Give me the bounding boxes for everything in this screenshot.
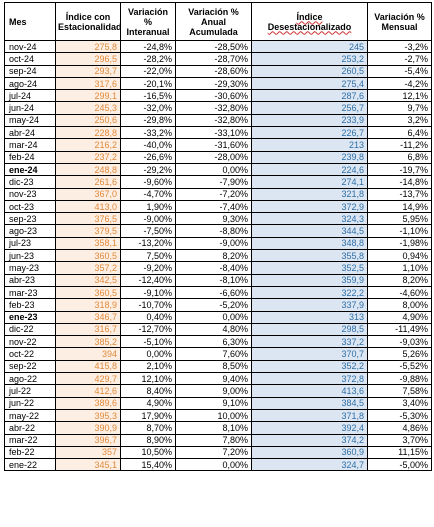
cell-variacion-anual-acumulada: 7,20% — [176, 446, 252, 458]
cell-variacion-anual-acumulada: 10,00% — [176, 409, 252, 421]
table-row — [5, 323, 432, 335]
cell-mes: ene-23 — [5, 311, 56, 323]
cell-indice-estacionalidad: 237,2 — [56, 151, 121, 163]
cell-variacion-anual-acumulada: -28,70% — [176, 53, 252, 65]
cell-variacion-interanual: -12,40% — [121, 274, 176, 286]
cell-indice-desestacionalizado: 324,7 — [252, 459, 368, 471]
cell-variacion-anual-acumulada: -31,60% — [176, 139, 252, 151]
cell-indice-desestacionalizado: 371,8 — [252, 409, 368, 421]
cell-variacion-anual-acumulada: -28,50% — [176, 41, 252, 53]
cell-indice-estacionalidad: 248,8 — [56, 163, 121, 175]
cell-indice-estacionalidad: 385,2 — [56, 336, 121, 348]
cell-indice-estacionalidad: 299,1 — [56, 90, 121, 102]
cell-variacion-interanual: 17,90% — [121, 409, 176, 421]
table-row — [5, 348, 432, 360]
cell-variacion-interanual: -32,0% — [121, 102, 176, 114]
cell-variacion-interanual: -24,8% — [121, 41, 176, 53]
cell-indice-desestacionalizado: 298,5 — [252, 323, 368, 335]
cell-variacion-mensual: 3,40% — [368, 397, 432, 409]
table-row — [5, 360, 432, 372]
cell-indice-desestacionalizado: 321,8 — [252, 188, 368, 200]
cell-mes: may-24 — [5, 114, 56, 126]
cell-indice-desestacionalizado: 352,5 — [252, 262, 368, 274]
table-row — [5, 127, 432, 139]
cell-mes: sep-22 — [5, 360, 56, 372]
cell-variacion-mensual: 3,2% — [368, 114, 432, 126]
cell-indice-estacionalidad: 376,5 — [56, 213, 121, 225]
cell-variacion-interanual: -12,70% — [121, 323, 176, 335]
cell-mes: oct-23 — [5, 200, 56, 212]
cell-variacion-mensual: 6,4% — [368, 127, 432, 139]
cell-mes: feb-23 — [5, 299, 56, 311]
cell-indice-desestacionalizado: 313 — [252, 311, 368, 323]
table-row — [5, 200, 432, 212]
cell-indice-estacionalidad: 360,5 — [56, 286, 121, 298]
cell-indice-desestacionalizado: 348,8 — [252, 237, 368, 249]
cell-mes: nov-23 — [5, 188, 56, 200]
cell-mes: mar-22 — [5, 434, 56, 446]
cell-mes: feb-24 — [5, 151, 56, 163]
cell-indice-desestacionalizado: 213 — [252, 139, 368, 151]
cell-indice-estacionalidad: 357,2 — [56, 262, 121, 274]
cell-indice-desestacionalizado: 372,8 — [252, 373, 368, 385]
cell-variacion-interanual: 8,90% — [121, 434, 176, 446]
cell-variacion-anual-acumulada: 8,20% — [176, 250, 252, 262]
cell-indice-estacionalidad: 357 — [56, 446, 121, 458]
cell-variacion-anual-acumulada: -32,80% — [176, 102, 252, 114]
cell-mes: jul-22 — [5, 385, 56, 397]
table-row — [5, 385, 432, 397]
cell-variacion-mensual: -5,30% — [368, 409, 432, 421]
cell-variacion-interanual: -29,8% — [121, 114, 176, 126]
cell-indice-estacionalidad: 360,5 — [56, 250, 121, 262]
cell-indice-desestacionalizado: 322,2 — [252, 286, 368, 298]
cell-variacion-anual-acumulada: 9,10% — [176, 397, 252, 409]
cell-variacion-anual-acumulada: -8,40% — [176, 262, 252, 274]
cell-mes: ene-24 — [5, 163, 56, 175]
cell-variacion-anual-acumulada: -33,10% — [176, 127, 252, 139]
table-row — [5, 373, 432, 385]
header-variacion-anual-acumulada: Variación % Anual Acumulada — [176, 3, 252, 41]
cell-variacion-interanual: -22,0% — [121, 65, 176, 77]
table-row — [5, 299, 432, 311]
cell-indice-estacionalidad: 275,8 — [56, 41, 121, 53]
cell-variacion-interanual: 8,40% — [121, 385, 176, 397]
cell-indice-estacionalidad: 261,6 — [56, 176, 121, 188]
cell-mes: mar-24 — [5, 139, 56, 151]
cell-variacion-mensual: -5,52% — [368, 360, 432, 372]
cell-variacion-mensual: -3,2% — [368, 41, 432, 53]
table-row — [5, 422, 432, 434]
cell-variacion-mensual: -1,10% — [368, 225, 432, 237]
cell-indice-desestacionalizado: 260,5 — [252, 65, 368, 77]
cell-variacion-interanual: 4,90% — [121, 397, 176, 409]
cell-mes: sep-24 — [5, 65, 56, 77]
cell-variacion-mensual: 6,8% — [368, 151, 432, 163]
cell-variacion-anual-acumulada: -28,60% — [176, 65, 252, 77]
table-row — [5, 286, 432, 298]
cell-variacion-interanual: -33,2% — [121, 127, 176, 139]
cell-variacion-mensual: 4,86% — [368, 422, 432, 434]
table-row — [5, 274, 432, 286]
cell-indice-estacionalidad: 367,0 — [56, 188, 121, 200]
cell-indice-desestacionalizado: 253,2 — [252, 53, 368, 65]
cell-variacion-anual-acumulada: 8,50% — [176, 360, 252, 372]
cell-indice-desestacionalizado: 352,2 — [252, 360, 368, 372]
cell-indice-estacionalidad: 345,1 — [56, 459, 121, 471]
table-row — [5, 336, 432, 348]
cell-variacion-mensual: -9,88% — [368, 373, 432, 385]
table-row — [5, 53, 432, 65]
cell-variacion-interanual: -29,2% — [121, 163, 176, 175]
cell-indice-estacionalidad: 379,5 — [56, 225, 121, 237]
cell-indice-desestacionalizado: 360,9 — [252, 446, 368, 458]
cell-mes: jul-24 — [5, 90, 56, 102]
table-row — [5, 213, 432, 225]
table-row — [5, 163, 432, 175]
cell-indice-estacionalidad: 318,9 — [56, 299, 121, 311]
table-row — [5, 114, 432, 126]
cell-variacion-mensual: 8,20% — [368, 274, 432, 286]
cell-indice-desestacionalizado: 233,9 — [252, 114, 368, 126]
cell-indice-desestacionalizado: 337,9 — [252, 299, 368, 311]
cell-indice-estacionalidad: 396,7 — [56, 434, 121, 446]
cell-indice-desestacionalizado: 384,5 — [252, 397, 368, 409]
cell-variacion-interanual: -40,0% — [121, 139, 176, 151]
header-indice-estacionalidad: Índice con Estacionalidad — [56, 3, 121, 41]
cell-variacion-mensual: -9,03% — [368, 336, 432, 348]
cell-variacion-anual-acumulada: 9,00% — [176, 385, 252, 397]
index-table — [4, 2, 432, 471]
cell-mes: ago-24 — [5, 77, 56, 89]
table-row — [5, 188, 432, 200]
cell-variacion-anual-acumulada: -5,20% — [176, 299, 252, 311]
table-row — [5, 250, 432, 262]
cell-indice-estacionalidad: 216,2 — [56, 139, 121, 151]
cell-indice-estacionalidad: 358,1 — [56, 237, 121, 249]
cell-mes: abr-24 — [5, 127, 56, 139]
cell-mes: jun-23 — [5, 250, 56, 262]
cell-variacion-mensual: 3,70% — [368, 434, 432, 446]
cell-variacion-anual-acumulada: 0,00% — [176, 163, 252, 175]
cell-variacion-mensual: -19,7% — [368, 163, 432, 175]
cell-variacion-mensual: -14,8% — [368, 176, 432, 188]
cell-variacion-mensual: 14,9% — [368, 200, 432, 212]
table-row — [5, 65, 432, 77]
header-mes: Mes — [5, 3, 56, 41]
cell-mes: nov-22 — [5, 336, 56, 348]
cell-mes: ago-23 — [5, 225, 56, 237]
cell-indice-desestacionalizado: 344,5 — [252, 225, 368, 237]
cell-indice-estacionalidad: 395,3 — [56, 409, 121, 421]
cell-indice-estacionalidad: 389,6 — [56, 397, 121, 409]
cell-variacion-mensual: 12,1% — [368, 90, 432, 102]
cell-variacion-interanual: 0,40% — [121, 311, 176, 323]
cell-indice-estacionalidad: 394 — [56, 348, 121, 360]
cell-variacion-mensual: 5,95% — [368, 213, 432, 225]
table-row — [5, 176, 432, 188]
cell-variacion-anual-acumulada: -8,10% — [176, 274, 252, 286]
cell-variacion-interanual: 2,10% — [121, 360, 176, 372]
cell-indice-desestacionalizado: 374,2 — [252, 434, 368, 446]
cell-variacion-interanual: -10,70% — [121, 299, 176, 311]
cell-mes: oct-22 — [5, 348, 56, 360]
cell-indice-desestacionalizado: 392,4 — [252, 422, 368, 434]
cell-indice-desestacionalizado: 239,8 — [252, 151, 368, 163]
cell-variacion-mensual: -1,98% — [368, 237, 432, 249]
header-variacion-interanual: Variación % Interanual — [121, 3, 176, 41]
cell-variacion-interanual: -28,2% — [121, 53, 176, 65]
cell-indice-desestacionalizado: 372,9 — [252, 200, 368, 212]
cell-variacion-interanual: 8,70% — [121, 422, 176, 434]
table-row — [5, 434, 432, 446]
cell-indice-desestacionalizado: 324,3 — [252, 213, 368, 225]
cell-variacion-anual-acumulada: 0,00% — [176, 459, 252, 471]
cell-variacion-mensual: 5,26% — [368, 348, 432, 360]
cell-indice-desestacionalizado: 224,6 — [252, 163, 368, 175]
cell-variacion-interanual: -16,5% — [121, 90, 176, 102]
cell-indice-desestacionalizado: 355,8 — [252, 250, 368, 262]
cell-variacion-interanual: -20,1% — [121, 77, 176, 89]
cell-mes: jun-24 — [5, 102, 56, 114]
cell-indice-estacionalidad: 415,8 — [56, 360, 121, 372]
cell-indice-estacionalidad: 228,8 — [56, 127, 121, 139]
cell-indice-desestacionalizado: 413,6 — [252, 385, 368, 397]
table-row — [5, 459, 432, 471]
table-row — [5, 446, 432, 458]
cell-indice-desestacionalizado: 370,7 — [252, 348, 368, 360]
cell-mes: dic-22 — [5, 323, 56, 335]
cell-indice-estacionalidad: 413,0 — [56, 200, 121, 212]
cell-indice-estacionalidad: 293,7 — [56, 65, 121, 77]
cell-indice-desestacionalizado: 245 — [252, 41, 368, 53]
header-indice-desestacionalizado — [252, 3, 368, 41]
cell-indice-estacionalidad: 250,6 — [56, 114, 121, 126]
header-row — [5, 3, 432, 41]
cell-variacion-interanual: -9,00% — [121, 213, 176, 225]
cell-variacion-anual-acumulada: -7,20% — [176, 188, 252, 200]
table-row — [5, 151, 432, 163]
header-variacion-mensual: Variación % Mensual — [368, 3, 432, 41]
cell-variacion-mensual: -4,60% — [368, 286, 432, 298]
cell-indice-estacionalidad: 342,5 — [56, 274, 121, 286]
cell-variacion-anual-acumulada: -30,60% — [176, 90, 252, 102]
cell-variacion-anual-acumulada: -6,60% — [176, 286, 252, 298]
table-row — [5, 237, 432, 249]
cell-variacion-mensual: -11,49% — [368, 323, 432, 335]
cell-indice-estacionalidad: 429,7 — [56, 373, 121, 385]
cell-variacion-mensual: -13,7% — [368, 188, 432, 200]
cell-variacion-anual-acumulada: 9,30% — [176, 213, 252, 225]
cell-variacion-anual-acumulada: 0,00% — [176, 311, 252, 323]
cell-variacion-interanual: -9,20% — [121, 262, 176, 274]
cell-variacion-mensual: 4,90% — [368, 311, 432, 323]
cell-mes: jul-23 — [5, 237, 56, 249]
table-row — [5, 311, 432, 323]
table-row — [5, 41, 432, 53]
cell-indice-estacionalidad: 346,7 — [56, 311, 121, 323]
cell-variacion-anual-acumulada: -9,00% — [176, 237, 252, 249]
cell-variacion-anual-acumulada: -8,80% — [176, 225, 252, 237]
cell-variacion-mensual: 0,94% — [368, 250, 432, 262]
cell-variacion-mensual: 7,58% — [368, 385, 432, 397]
cell-mes: may-23 — [5, 262, 56, 274]
cell-mes: ene-22 — [5, 459, 56, 471]
cell-variacion-interanual: 0,00% — [121, 348, 176, 360]
cell-variacion-anual-acumulada: 7,80% — [176, 434, 252, 446]
cell-variacion-anual-acumulada: 7,60% — [176, 348, 252, 360]
table-body — [5, 41, 432, 471]
table-row — [5, 262, 432, 274]
cell-mes: ago-22 — [5, 373, 56, 385]
cell-indice-estacionalidad: 245,3 — [56, 102, 121, 114]
cell-variacion-interanual: -13,20% — [121, 237, 176, 249]
cell-variacion-mensual: -2,7% — [368, 53, 432, 65]
cell-variacion-anual-acumulada: 8,10% — [176, 422, 252, 434]
cell-indice-estacionalidad: 412,6 — [56, 385, 121, 397]
cell-variacion-anual-acumulada: -28,00% — [176, 151, 252, 163]
cell-mes: feb-22 — [5, 446, 56, 458]
cell-variacion-interanual: -7,50% — [121, 225, 176, 237]
cell-mes: oct-24 — [5, 53, 56, 65]
cell-variacion-mensual: 1,10% — [368, 262, 432, 274]
cell-variacion-interanual: -9,10% — [121, 286, 176, 298]
cell-indice-estacionalidad: 296,5 — [56, 53, 121, 65]
table-row — [5, 77, 432, 89]
cell-indice-desestacionalizado: 337,2 — [252, 336, 368, 348]
cell-variacion-interanual: -4,70% — [121, 188, 176, 200]
cell-mes: dic-23 — [5, 176, 56, 188]
cell-variacion-mensual: 9,7% — [368, 102, 432, 114]
cell-indice-desestacionalizado: 287,6 — [252, 90, 368, 102]
cell-variacion-interanual: -9,60% — [121, 176, 176, 188]
cell-mes: abr-23 — [5, 274, 56, 286]
cell-variacion-anual-acumulada: -29,30% — [176, 77, 252, 89]
cell-variacion-interanual: 15,40% — [121, 459, 176, 471]
cell-variacion-interanual: -26,6% — [121, 151, 176, 163]
cell-variacion-anual-acumulada: 4,80% — [176, 323, 252, 335]
table-row — [5, 90, 432, 102]
cell-variacion-interanual: 1,90% — [121, 200, 176, 212]
cell-variacion-mensual: 8,00% — [368, 299, 432, 311]
table-row — [5, 139, 432, 151]
cell-mes: jun-22 — [5, 397, 56, 409]
cell-indice-estacionalidad: 390,9 — [56, 422, 121, 434]
cell-variacion-interanual: 7,50% — [121, 250, 176, 262]
cell-variacion-mensual: -5,4% — [368, 65, 432, 77]
cell-indice-estacionalidad: 317,6 — [56, 77, 121, 89]
cell-mes: abr-22 — [5, 422, 56, 434]
cell-mes: may-22 — [5, 409, 56, 421]
cell-indice-desestacionalizado: 256,7 — [252, 102, 368, 114]
cell-mes: nov-24 — [5, 41, 56, 53]
data-table-container — [4, 2, 431, 471]
cell-indice-estacionalidad: 316,7 — [56, 323, 121, 335]
cell-indice-desestacionalizado: 274,1 — [252, 176, 368, 188]
cell-variacion-mensual: -11,2% — [368, 139, 432, 151]
cell-mes: sep-23 — [5, 213, 56, 225]
cell-variacion-interanual: -5,10% — [121, 336, 176, 348]
cell-mes: mar-23 — [5, 286, 56, 298]
cell-variacion-anual-acumulada: -7,40% — [176, 200, 252, 212]
table-row — [5, 102, 432, 114]
table-row — [5, 397, 432, 409]
cell-variacion-mensual: -5,00% — [368, 459, 432, 471]
cell-indice-desestacionalizado: 275,4 — [252, 77, 368, 89]
table-row — [5, 225, 432, 237]
cell-variacion-interanual: 10,50% — [121, 446, 176, 458]
header-indice-desestacionalizado-text: Índice Desestacionalizado — [267, 11, 352, 32]
cell-variacion-anual-acumulada: -32,80% — [176, 114, 252, 126]
cell-variacion-mensual: -4,2% — [368, 77, 432, 89]
cell-indice-desestacionalizado: 359,9 — [252, 274, 368, 286]
table-row — [5, 409, 432, 421]
cell-variacion-interanual: 12,10% — [121, 373, 176, 385]
cell-variacion-anual-acumulada: -7,90% — [176, 176, 252, 188]
cell-variacion-anual-acumulada: 6,30% — [176, 336, 252, 348]
cell-variacion-mensual: 11,15% — [368, 446, 432, 458]
cell-indice-desestacionalizado: 226,7 — [252, 127, 368, 139]
cell-variacion-anual-acumulada: 9,40% — [176, 373, 252, 385]
